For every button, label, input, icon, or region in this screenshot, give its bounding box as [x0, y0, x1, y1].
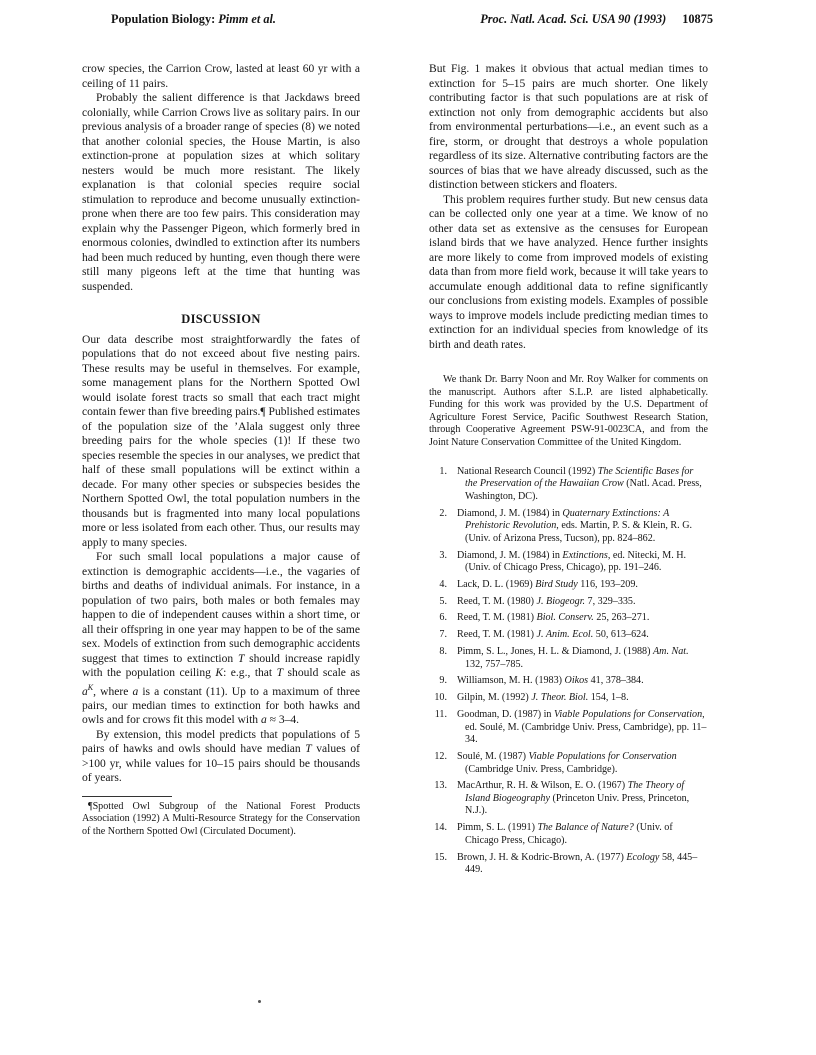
reference-text: Brown, J. H. & Kodric-Brown, A. (1977) Ecology 58, 445–449.: [457, 851, 698, 876]
reference-item: [429, 629, 708, 642]
header-section: Population Biology:: [111, 12, 216, 26]
reference-text: Reed, T. M. (1980) J. Biogeogr. 7, 329–335.: [457, 595, 636, 607]
reference-number: 1.: [439, 465, 447, 477]
reference-number: 15.: [434, 851, 447, 863]
footnote-divider: [82, 796, 172, 797]
reference-text: Williamson, M. H. (1983) Oikos 41, 378–384.: [457, 675, 644, 687]
reference-number: 13.: [434, 780, 447, 792]
reference-item: [429, 466, 708, 504]
reference-number: 2.: [439, 507, 447, 519]
reference-item: [429, 709, 708, 747]
reference-number: 8.: [439, 646, 447, 657]
reference-item: [429, 751, 708, 776]
reference-text: Diamond, J. M. (1984) in Quaternary Extinctions: A Prehistoric Revolution, eds. Martin, P. S. & Klein, R. G. (Univ. of Arizona Press, Tucson), pp. 824–862.: [457, 507, 693, 544]
reference-list: [429, 466, 708, 877]
paragraph: But Fig. 1 makes it obvious that actual median times to extinction for 5–15 pairs are much shorter. One likely contributing factor is that such populations are at risk of extinction not only from demographic accidents but also from environmental perturbations—i.e., an event such as a fire, storm, or drought that destroys a whole population regardless of its size. Alternative contributing factors are the sources of bias that we have already discussed, such as the distinction between stickers and floaters.: [429, 63, 708, 191]
reference-text: Pimm, S. L., Jones, H. L. & Diamond, J. (1988) Am. Nat. 132, 757–785.: [457, 646, 689, 670]
reference-text: MacArthur, R. H. & Wilson, E. O. (1967) The Theory of Island Biogeography (Princeton Univ. Press, Princeton, N.J.).: [457, 780, 690, 817]
left-column: [82, 62, 360, 839]
header-authors: Pimm et al.: [218, 12, 277, 26]
header-right: [480, 12, 713, 27]
reference-item: [429, 822, 708, 847]
acknowledgments: We thank Dr. Barry Noon and Mr. Roy Walker for comments on the manuscript. Authors after S.L.P. are listed alphabetically. Funding for this work was provided by the U.S. Department of Agriculture Forest Service, Pacific Southwest Research Station, through Cooperative Agreement PSW-91-0023CA, and from the Joint Nature Conservation Committee of the United Kingdom.: [429, 374, 708, 448]
reference-item: [429, 852, 708, 877]
reference-item: [429, 550, 708, 575]
reference-item: [429, 596, 708, 609]
reference-item: [429, 612, 708, 625]
header-journal: Proc. Natl. Acad. Sci. USA 90 (1993): [480, 12, 667, 26]
reference-item: [429, 675, 708, 688]
section-heading: DISCUSSION: [181, 312, 261, 326]
reference-text: Pimm, S. L. (1991) The Balance of Nature? (Univ. of Chicago Press, Chicago).: [457, 822, 673, 846]
reference-text: Soulé, M. (1987) Viable Populations for Conservation (Cambridge Univ. Press, Cambridge).: [457, 750, 677, 775]
reference-text: Goodman, D. (1987) in Viable Populations for Conservation, ed. Soulé, M. (Cambridge Univ. Press, Cambridge), pp. 11–34.: [457, 708, 707, 746]
reference-number: 4.: [439, 578, 447, 590]
reference-text: Diamond, J. M. (1984) in Extinctions, ed. Nitecki, M. H. (Univ. of Chicago Press, Chicago), pp. 191–246.: [457, 549, 687, 574]
reference-number: 11.: [434, 708, 447, 720]
footnote-mark: ¶: [260, 406, 266, 418]
reference-number: 5.: [439, 595, 447, 607]
reference-item: [429, 508, 708, 546]
paragraph: Our data describe most straightforwardly the fates of populations that do not exceed about five nesting pairs. These results may be useful in themselves. For example, some management plans for the Northern Spotted Owl would isolate forest tracts so small that each tract might contain fewer than five breeding pairs.¶ Published estimates of the population size of the ’Alala suggest only three breeding pairs for the whole species (1)! If these two species resemble the species in our analyses, we predict that half of these small populations will be extinct within a decade. For many other species or subspecies besides the Northern Spotted Owl, the total population numbers in the thousands but is fragmented into many local populations more or less isolated from each other. Thus, our results may apply to many species.: [82, 333, 360, 549]
scan-speck: [258, 1000, 261, 1003]
right-column: [429, 62, 708, 881]
reference-item: [429, 780, 708, 818]
reference-item: [429, 646, 708, 671]
reference-number: 10.: [434, 692, 447, 704]
reference-number: 7.: [439, 629, 447, 641]
running-header: [111, 12, 713, 30]
reference-item: [429, 579, 708, 592]
paragraph: This problem requires further study. But new census data can be collected only one year at a time. We know of no other data set as extensive as the censuses for European island birds that we have analyzed. Hence further insights are more likely to come from improved models of existing data than from more field work, because it will take years to accumulate enough additional data to refine significantly our conclusions from existing models. Examples of possible ways to improve models include predicting median times to extinction for an individual species from knowledge of its birth and death rates.: [429, 193, 708, 351]
reference-text: Reed, T. M. (1981) Biol. Conserv. 25, 263–271.: [457, 612, 650, 624]
reference-number: 9.: [439, 675, 447, 687]
reference-text: Lack, D. L. (1969) Bird Study 116, 193–209.: [457, 578, 638, 590]
paragraph: Probably the salient difference is that Jackdaws breed colonially, while Carrion Crows live as solitary pairs. In our previous analysis of a broader range of species (8) we noted that another colonial species, the House Martin, is also extinction-prone at population sizes at which solitary nesters would be much more resistant. The likely explanation is that colonial species require social stimulation to reproduce and become unusually extinction-prone when there are too few pairs. This consideration may explain why the Passenger Pigeon, which formerly bred in enormous colonies, dwindled to extinction after its numbers had been much reduced by hunting, even though there were still many pigeons left at the time that hunting was suspended.: [82, 92, 360, 293]
reference-text: Reed, T. M. (1981) J. Anim. Ecol. 50, 613–624.: [457, 629, 649, 641]
reference-text: National Research Council (1992) The Scientific Bases for the Preservation of the Hawaiian Crow (Natl. Acad. Press, Washington, DC).: [457, 465, 702, 502]
header-left: [111, 12, 276, 27]
paragraph: For such small local populations a major cause of extinction is demographic accidents—i.e., the vagaries of births and deaths of individual animals. For instance, in a population of two pairs, both males or both females may happen to die of independent causes within a short time, or all their offspring in one year may happen to be of the same sex. Models of extinction from such demographic accidents suggest that times to extinction T should increase rapidly with the population ceiling K: e.g., that T should scale as $a^K$, where a is a constant (11). Up to a maximum of three pairs, our median times to extinction for both hawks and owls and for crows fit this model with a ≈ 3–4.: [82, 551, 361, 727]
reference-number: 3.: [439, 549, 447, 561]
paragraph: crow species, the Carrion Crow, lasted at least 60 yr with a ceiling of 11 pairs.: [82, 63, 360, 90]
reference-number: 12.: [434, 750, 447, 762]
reference-number: 14.: [434, 822, 447, 834]
footnote: ¶Spotted Owl Subgroup of the National Forest Products Association (1992) A Multi-Resource Strategy for the Conservation of the Northern Spotted Owl (Circulated Document).: [82, 800, 360, 838]
reference-item: [429, 692, 708, 705]
reference-text: Gilpin, M. (1992) J. Theor. Biol. 154, 1–8.: [457, 692, 629, 704]
header-page-number: 10875: [682, 12, 713, 26]
paragraph: By extension, this model predicts that populations of 5 pairs of hawks and owls should have median T values of >100 yr, while values for 10–15 pairs should be thousands of years.: [82, 728, 360, 785]
reference-number: 6.: [439, 612, 447, 624]
